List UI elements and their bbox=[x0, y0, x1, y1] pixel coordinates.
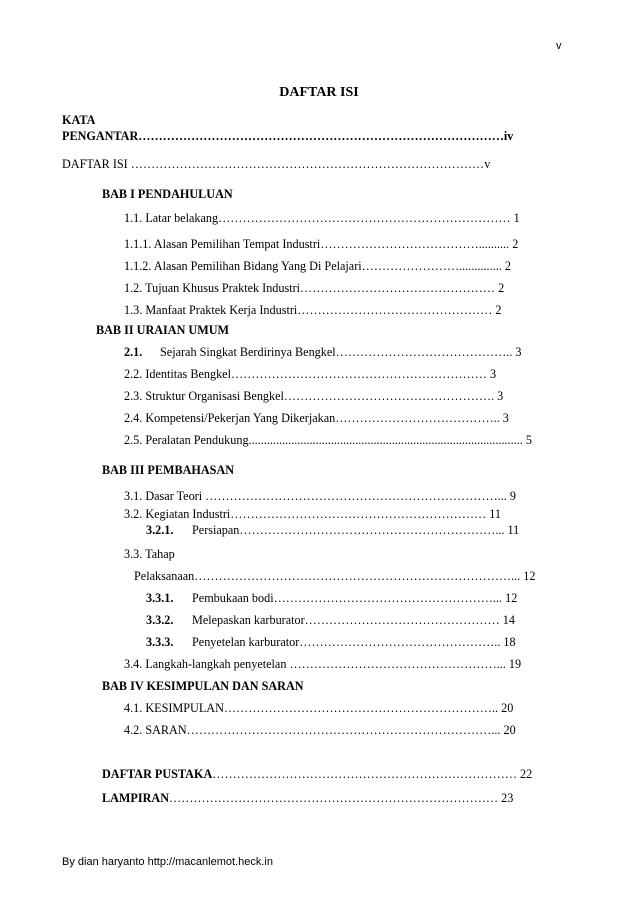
toc-entry-3-3-1: Pembukaan bodi………………………………………………... 12 bbox=[192, 591, 518, 605]
toc-chapter-bab4: BAB IV KESIMPULAN DAN SARAN bbox=[102, 679, 304, 693]
toc-entry-3-3-1-number: 3.3.1. bbox=[146, 591, 174, 605]
toc-entry-4-1: 4.1. KESIMPULAN………………………………………………………….. 20 bbox=[124, 701, 514, 715]
toc-entry-2-4: 2.4. Kompetensi/Pekerjan Yang Dikerjakan………………………………….. 3 bbox=[124, 411, 509, 425]
toc-entry-daftar-isi bbox=[62, 156, 558, 172]
toc-entry-1-1: 1.1. Latar belakang……………………………………………………………… 1 bbox=[124, 211, 520, 225]
toc-entry-3-3-3: Penyetelan karburator………………………………………….. 18 bbox=[192, 635, 516, 649]
toc-entry-3-2-1-number: 3.2.1. bbox=[146, 523, 174, 537]
toc-entry-2-1-number: 2.1. bbox=[124, 345, 143, 359]
toc-entry-3-2-1: Persiapan………………………………………………………... 11 bbox=[192, 523, 520, 537]
toc-entry-3-4: 3.4. Langkah-langkah penyetelan ……………………………………………... 19 bbox=[124, 657, 522, 671]
toc-entry-3-3-3-number: 3.3.3. bbox=[146, 635, 174, 649]
toc-entry-2-3: 2.3. Struktur Organisasi Bengkel……………………………………………. 3 bbox=[124, 389, 504, 403]
toc-entry-kata-pengantar-text: PENGANTAR………………………………………………………………………………iv bbox=[62, 129, 514, 143]
toc-entry-daftar-pustaka bbox=[102, 766, 554, 782]
toc-entry-daftar-pustaka-label: DAFTAR PUSTAKA bbox=[102, 767, 213, 781]
toc-entry-kata-pengantar bbox=[62, 128, 558, 144]
toc-entry-lampiran-label: LAMPIRAN bbox=[102, 791, 170, 805]
toc-entry-lampiran-leader: ……………………………………………………………………… 23 bbox=[169, 791, 514, 805]
toc-entry-3-2: 3.2. Kegiatan Industri……………………………………………………… 11 bbox=[124, 507, 501, 521]
toc-entry-3-3-2: Melepaskan karburator………………………………………… 14 bbox=[192, 613, 515, 627]
toc-entry-2-1: Sejarah Singkat Berdirinya Bengkel…………………………………….. 3 bbox=[160, 345, 522, 359]
toc-entry-1-3: 1.3. Manfaat Praktek Kerja Industri………………………………………… 2 bbox=[124, 303, 502, 317]
toc-entry-3-1: 3.1. Dasar Teori ………………………………………………………………... 9 bbox=[124, 489, 516, 503]
toc-entry-daftar-isi-text: DAFTAR ISI ……………………………………………………………………………v bbox=[62, 157, 491, 171]
toc-entry-1-1-2: 1.1.2. Alasan Pemilihan Bidang Yang Di Pelajari…………………….............. 2 bbox=[124, 259, 511, 273]
toc-chapter-bab2: BAB II URAIAN UMUM bbox=[96, 323, 230, 337]
toc-entry-3-3-cont: Pelaksanaan……………………………………………………………………... 12 bbox=[134, 569, 536, 583]
toc-entry-lampiran bbox=[102, 790, 554, 806]
toc-entry-3-3: 3.3. Tahap bbox=[124, 547, 175, 561]
toc-entry-3-3-2-number: 3.3.2. bbox=[146, 613, 174, 627]
toc-chapter-bab3: BAB III PEMBAHASAN bbox=[102, 463, 235, 477]
toc-entry-daftar-pustaka-leader: ………………………………………………………………… 22 bbox=[212, 767, 533, 781]
toc-entry-2-5: 2.5. Peralatan Pendukung.......................................................................................... 5 bbox=[124, 433, 532, 447]
toc-entry-4-2: 4.2. SARAN…………………………………………………………………... 20 bbox=[124, 723, 516, 737]
toc-entry-1-1-1: 1.1.1. Alasan Pemilihan Tempat Industri………………………………….......... 2 bbox=[124, 237, 519, 251]
footer-credit: By dian haryanto http://macanlemot.heck.in bbox=[62, 856, 273, 868]
page-title: DAFTAR ISI bbox=[279, 85, 359, 100]
toc-entry-1-2: 1.2. Tujuan Khusus Praktek Industri………………………………………… 2 bbox=[124, 281, 505, 295]
toc-chapter-bab1: BAB I PENDAHULUAN bbox=[102, 187, 233, 201]
toc-entry-kata-pengantar-line1: KATA bbox=[62, 113, 96, 127]
page-number: v bbox=[556, 40, 562, 52]
toc-entry-2-2: 2.2. Identitas Bengkel……………………………………………………… 3 bbox=[124, 367, 497, 381]
